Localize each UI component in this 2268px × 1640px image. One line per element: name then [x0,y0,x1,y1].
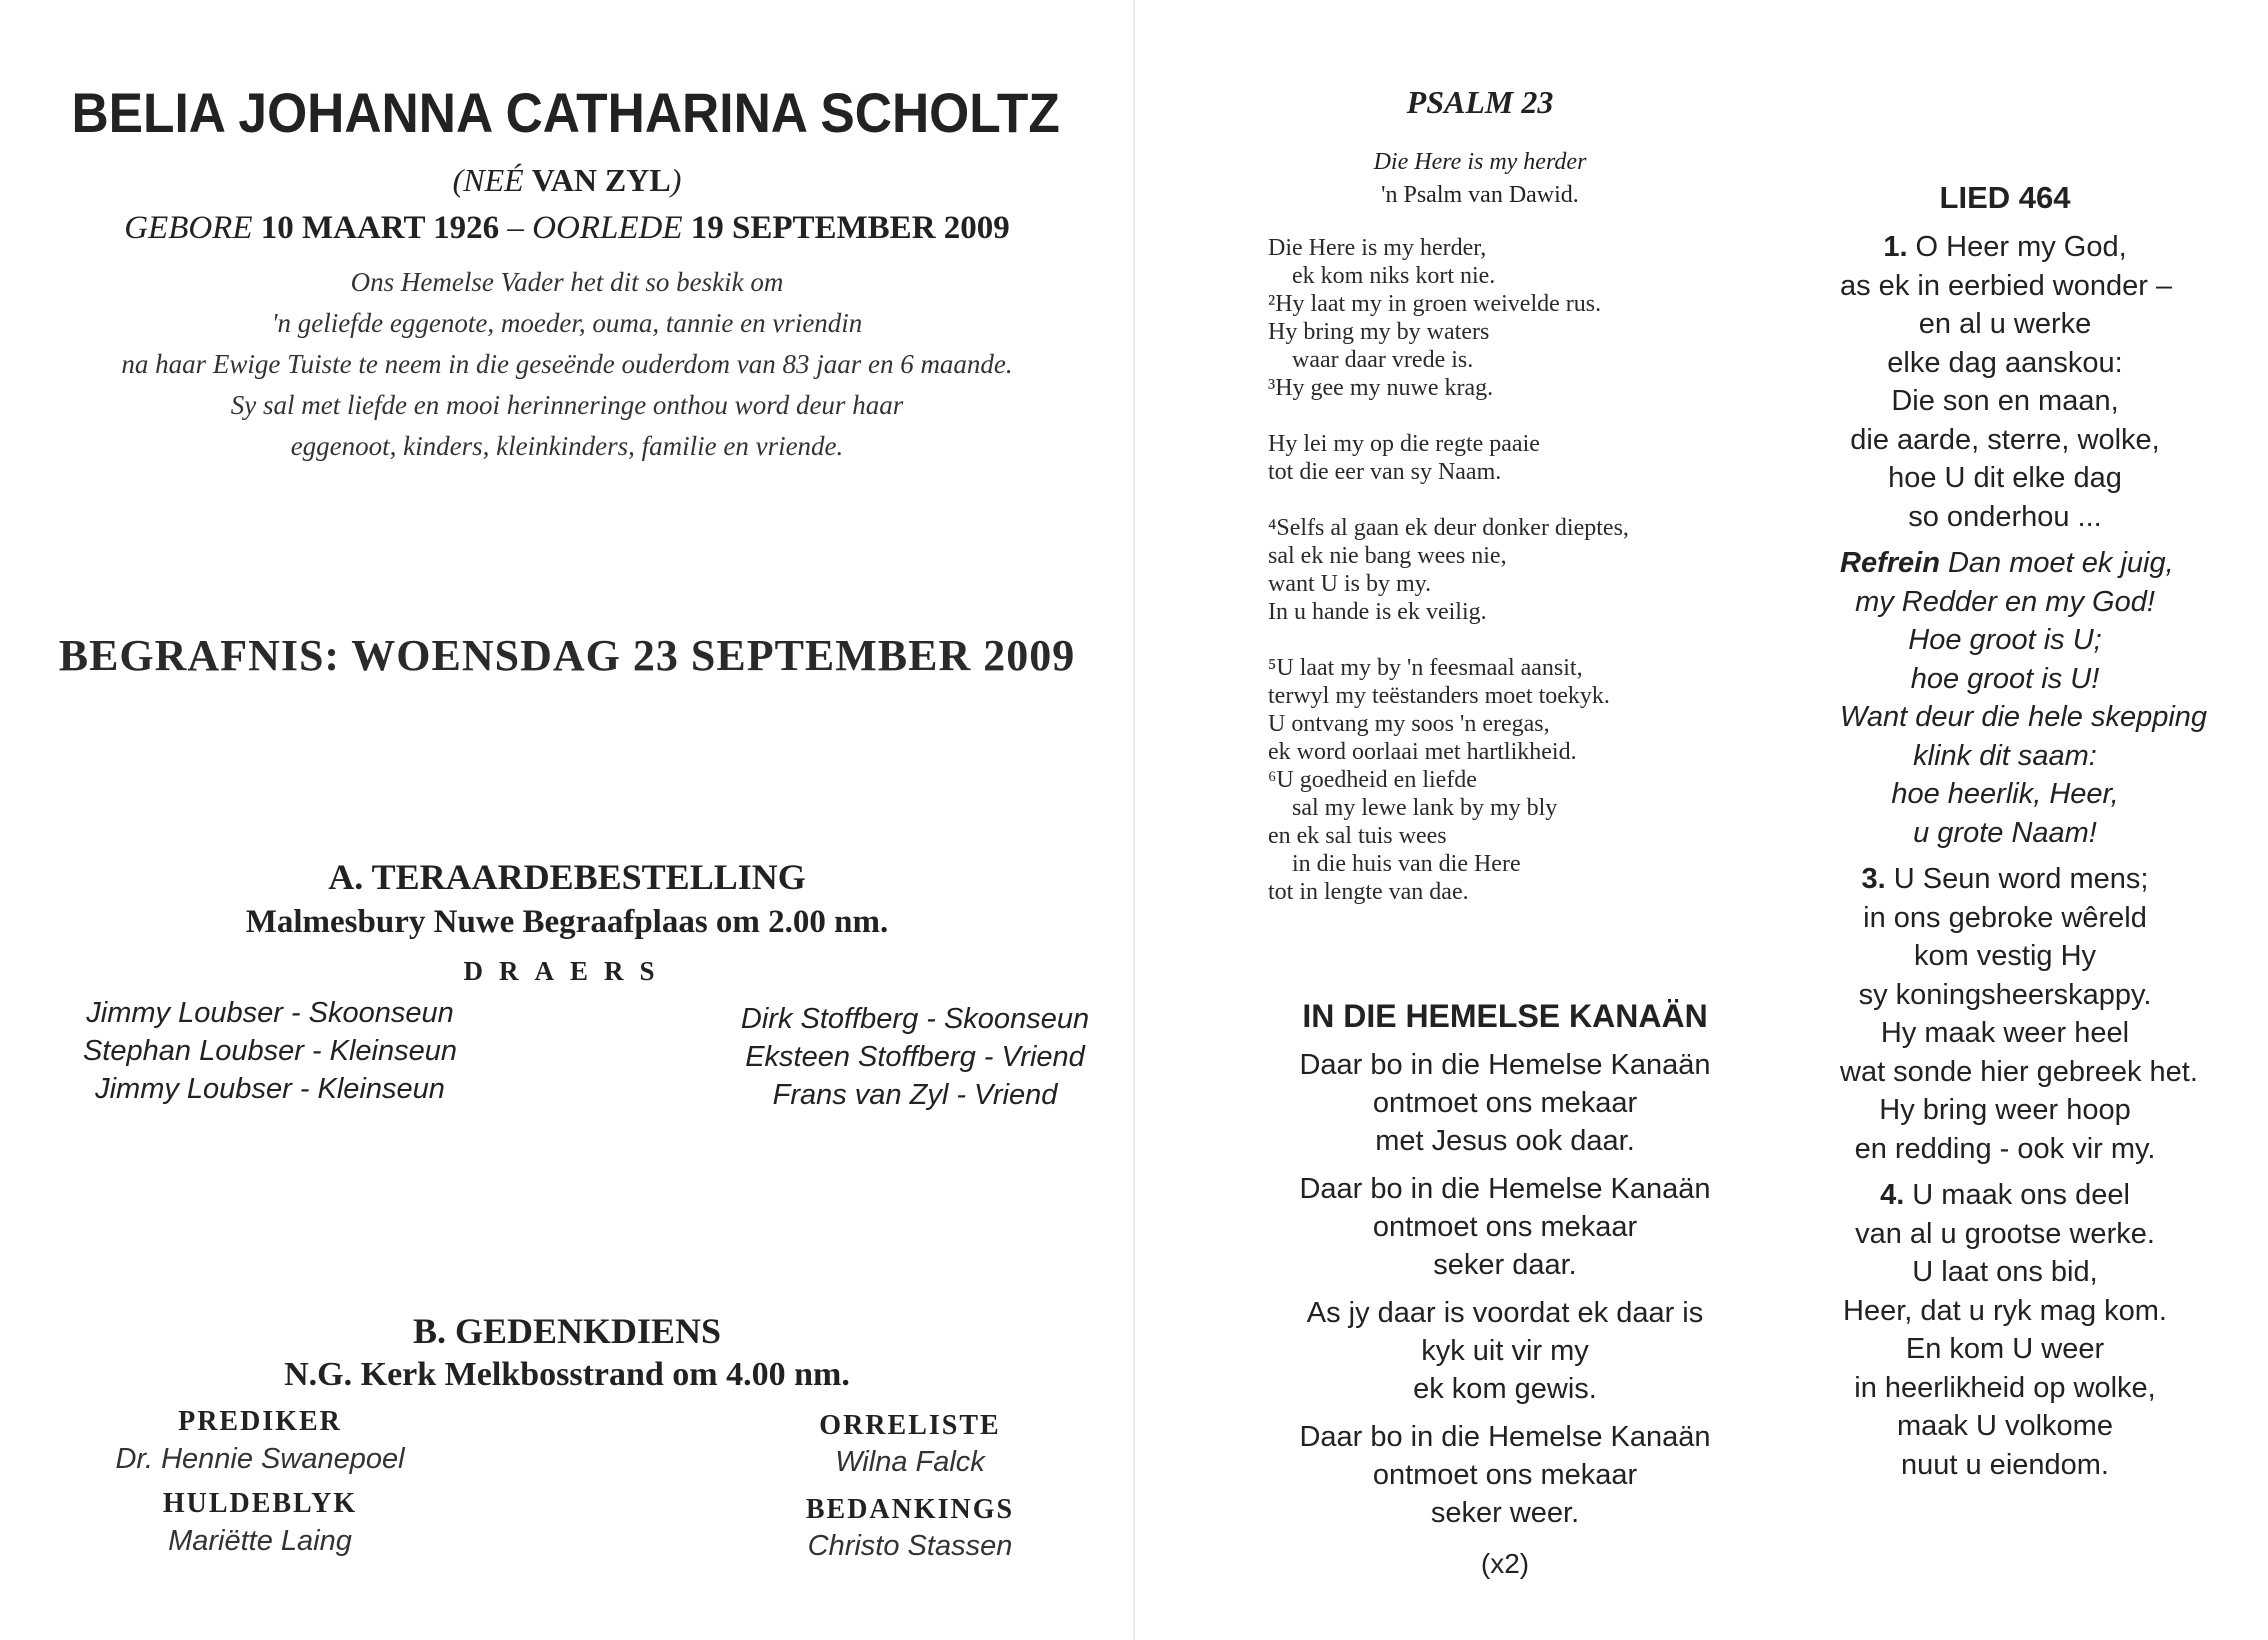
hemelse-line: met Jesus ook daar. [1375,1125,1635,1157]
psalm-line: ⁶U goedheid en liefde [1268,767,1477,793]
died-label: OORLEDE [532,210,683,246]
death-notice-message [0,262,1134,467]
psalm-text [1268,234,1788,934]
lied-line: en redding - ook vir my. [1854,1132,2156,1165]
lied-line [1840,860,2170,899]
lied-line [1840,544,2174,583]
psalm-line: in die huis van die Here [1292,851,1521,877]
message-line: eggenoot, kinders, kleinkinders, familie en vriende. [290,431,844,461]
psalm-stanza [1268,234,1788,402]
died-date: 19 SEPTEMBER 2009 [690,210,1010,246]
verse-number: 1. [1883,231,1908,263]
hemelse-line: seker daar. [1433,1249,1577,1281]
lied-line: Want deur die hele skepping [1840,701,2208,733]
section-a-title: A. TERAARDEBESTELLING [328,857,806,897]
bearers-label: DRAERS [463,956,671,986]
psalm-line: ⁴Selfs al gaan ek deur donker dieptes, [1268,515,1629,541]
section-b-place: N.G. Kerk Melkbosstrand om 4.00 nm. [284,1356,850,1393]
lied-line: U laat ons bid, [1912,1256,2098,1288]
orreliste-name: Wilna Falck [835,1446,985,1478]
lied-text [1840,228,2208,1492]
lied-line: Heer, dat u ryk mag kom. [1843,1294,2167,1327]
bearers-right-list [705,1000,1125,1114]
maiden-name [0,162,1134,199]
psalm-stanza [1268,654,1788,906]
lied-line-text: Dan moet ek juig, [1939,547,2174,579]
lied-line: maak U volkome [1897,1410,2113,1442]
repeat-marker: (x2) [1480,1548,1530,1579]
hemelse-line: ontmoet ons mekaar [1372,1459,1638,1491]
psalm-line: Hy bring my by waters [1268,319,1490,345]
psalm-line: ⁵U laat my by 'n feesmaal aansit, [1268,655,1583,681]
lied-line: Hy maak weer heel [1880,1017,2130,1049]
lied-title: LIED 464 [1939,180,2071,215]
lied-line: Hy bring weer hoop [1879,1094,2131,1126]
psalm-line: want U is by my. [1268,571,1432,597]
psalm-line: ek word oorlaai met hartlikheid. [1268,739,1577,765]
bearer-item: Frans van Zyl - Vriend [772,1079,1058,1111]
message-line: 'n geliefde eggenote, moeder, ouma, tannie en vriendin [271,308,863,338]
hemelse-line: ek kom gewis. [1413,1373,1597,1405]
hemelse-line: seker weer. [1430,1497,1580,1529]
section-a-place: Malmesbury Nuwe Begraafplaas om 2.00 nm. [245,904,889,940]
bearer-item: Dirk Stoffberg - Skoonseun [740,1003,1090,1035]
psalm-line: tot in lengte van dae. [1268,879,1469,905]
psalm-subtitle-line: 'n Psalm van Dawid. [1381,182,1579,208]
lied-line: hoe U dit elke dag [1888,462,2122,494]
hemelse-line: ontmoet ons mekaar [1372,1087,1638,1119]
lied-line: u grote Naam! [1913,816,2097,849]
hemelse-stanza [1255,1294,1755,1408]
prediker-label: PREDIKER [178,1406,342,1437]
lied-line: in ons gebroke wêreld [1863,901,2147,934]
hemelse-stanza [1255,1046,1755,1160]
message-line: Sy sal met liefde en mooi herinneringe onthou word deur haar [230,390,904,420]
hemelse-line: Daar bo in die Hemelse Kanaän [1299,1049,1711,1081]
lied-line-text: U maak ons deel [1904,1179,2130,1211]
lied-line: elke dag aanskou: [1887,346,2123,379]
psalm-line: Hy lei my op die regte paaie [1268,431,1540,457]
psalm-stanza [1268,514,1788,626]
hemelse-title: IN DIE HEMELSE KANAÄN [1302,998,1708,1034]
section-b-title: B. GEDENKDIENS [412,1311,722,1351]
deceased-name: BELIA JOHANNA CATHARINA SCHOLTZ [71,81,1060,144]
psalm-stanza [1268,430,1788,486]
psalm-line: waar daar vrede is. [1292,347,1474,373]
refrain-label: Refrein [1840,547,1940,579]
lied-verse-3 [1840,860,2198,1168]
lied-line: in heerlikheid op wolke, [1854,1371,2156,1404]
lied-line: nuut u eiendom. [1901,1448,2109,1481]
huldeblyk-name: Mariëtte Laing [168,1525,352,1557]
psalm-line: ³Hy gee my nuwe krag. [1268,375,1494,401]
orreliste-label: ORRELISTE [819,1410,1001,1441]
lied-verse-1 [1840,228,2173,536]
psalm-line: U ontvang my soos 'n eregas, [1268,711,1550,737]
lied-line: die aarde, sterre, wolke, [1850,423,2160,456]
lied-line: sy koningsheerskappy. [1858,978,2152,1011]
hemelse-line: Daar bo in die Hemelse Kanaän [1299,1173,1711,1205]
psalm-subtitle-line: Die Here is my herder [1373,149,1587,175]
psalm-subtitle [1300,146,1660,212]
lied-line: klink dit saam: [1913,739,2097,772]
lied-verse-4 [1840,1176,2170,1484]
hemelse-line: ontmoet ons mekaar [1372,1211,1638,1243]
hemelse-stanza [1255,1170,1755,1284]
psalm-line: In u hande is ek veilig. [1268,599,1487,625]
prediker-name: Dr. Hennie Swanepoel [115,1443,405,1475]
lied-line: kom vestig Hy [1913,940,2097,972]
huldeblyk-label: HULDEBLYK [162,1488,358,1519]
lied-line-text: O Heer my God, [1907,231,2127,263]
lied-refrain [1840,544,2208,852]
lied-line [1840,1176,2170,1215]
message-line: na haar Ewige Tuiste te neem in die geseënde ouderdom van 83 jaar en 6 maande. [121,349,1013,379]
psalm-line: terwyl my teëstanders moet toekyk. [1268,683,1610,709]
lied-line: hoe heerlik, Heer, [1891,778,2119,810]
lied-line-text: U Seun word mens; [1885,863,2149,895]
lied-line: so onderhou ... [1908,500,2102,533]
hemelse-stanza [1255,1418,1755,1532]
nee-surname: VAN ZYL [531,162,671,198]
bedankings-label: BEDANKINGS [805,1494,1015,1525]
lied-line: van al u grootse werke. [1855,1217,2155,1250]
psalm-line: Die Here is my herder, [1268,235,1487,261]
psalm-line: sal ek nie bang wees nie, [1268,543,1507,569]
bearer-item: Stephan Loubser - Kleinseun [82,1035,458,1067]
bearer-item: Eksteen Stoffberg - Vriend [745,1041,1085,1073]
lied-line: my Redder en my God! [1855,585,2155,618]
dates-dash: – [507,210,524,246]
lied-line: as ek in eerbied wonder – [1840,269,2173,302]
nee-close: ) [670,162,682,198]
psalm-line: tot die eer van sy Naam. [1268,459,1502,485]
life-dates [0,210,1134,247]
psalm-line: ²Hy laat my in groen weivelde rus. [1268,291,1602,317]
bearer-item: Jimmy Loubser - Skoonseun [86,997,454,1029]
hemelse-line: As jy daar is voordat ek daar is [1306,1297,1704,1329]
lied-line: En kom U weer [1905,1333,2105,1365]
lied-line: wat sonde hier gebreek het. [1840,1055,2198,1088]
psalm-line: sal my lewe lank by my bly [1292,795,1558,821]
hemelse-line: kyk uit vir my [1421,1335,1589,1367]
lied-line: Hoe groot is U; [1908,624,2102,656]
hemelse-text [1255,1046,1755,1542]
verse-number: 4. [1880,1179,1905,1211]
nee-open: (NEÉ [452,162,524,198]
born-label: GEBORE [124,210,253,246]
bedankings-name: Christo Stassen [807,1530,1013,1562]
hemelse-line: Daar bo in die Hemelse Kanaän [1299,1421,1711,1453]
psalm-line: ek kom niks kort nie. [1292,263,1496,289]
verse-number: 3. [1861,863,1886,895]
bearer-item: Jimmy Loubser - Kleinseun [95,1073,445,1105]
psalm-title: PSALM 23 [1406,84,1554,120]
lied-line [1840,228,2170,267]
psalm-line: en ek sal tuis wees [1268,823,1447,849]
message-line: Ons Hemelse Vader het dit so beskik om [350,267,784,297]
bearers-left-list [60,994,480,1108]
burial-date: BEGRAFNIS: WOENSDAG 23 SEPTEMBER 2009 [58,631,1076,680]
lied-line: Die son en maan, [1891,385,2119,417]
lied-line: hoe groot is U! [1910,662,2100,695]
born-date: 10 MAART 1926 [260,210,500,246]
lied-line: en al u werke [1918,308,2092,340]
